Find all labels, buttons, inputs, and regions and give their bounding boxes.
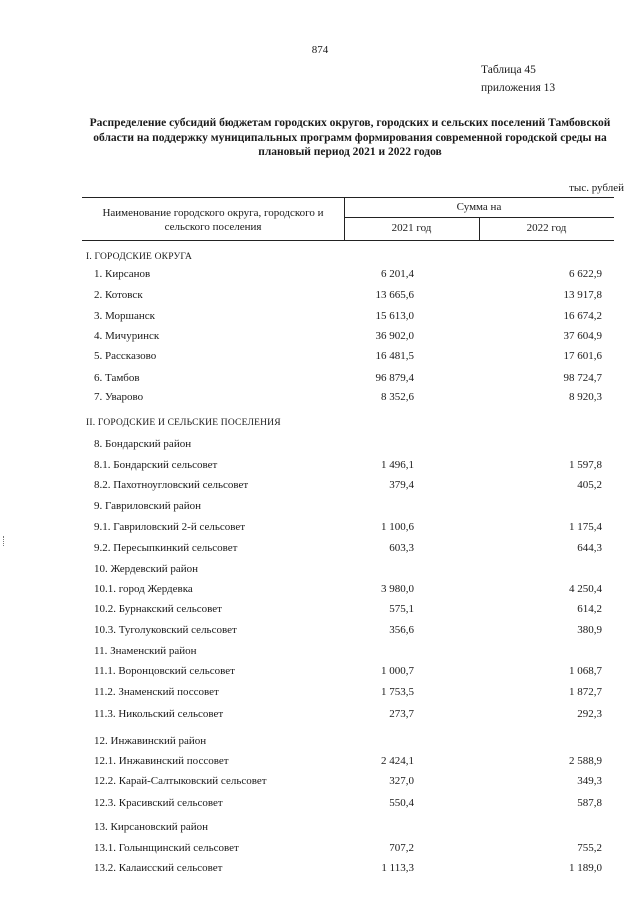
row-value-2022: 2 588,9	[569, 755, 602, 767]
row-value-2022: 8 920,3	[569, 391, 602, 403]
row-value-2021: 575,1	[389, 603, 414, 615]
row-value-2021: 356,6	[389, 624, 414, 636]
row-name: 8. Бондарский район	[94, 438, 192, 450]
table-row	[0, 372, 640, 386]
table-row	[0, 542, 640, 556]
row-value-2021: 16 481,5	[375, 350, 414, 362]
row-value-2021: 273,7	[389, 708, 414, 720]
table-row	[0, 862, 640, 876]
row-value-2021: 379,4	[389, 479, 414, 491]
table-row	[0, 735, 640, 749]
row-name: II. ГОРОДСКИЕ И СЕЛЬСКИЕ ПОСЕЛЕНИЯ	[86, 418, 281, 428]
table-row	[0, 268, 640, 282]
row-value-2022: 380,9	[577, 624, 602, 636]
table-caption: Таблица 45	[481, 64, 536, 76]
table-row	[0, 583, 640, 597]
table-row	[0, 821, 640, 835]
table-row	[0, 251, 640, 265]
table-row	[0, 459, 640, 473]
header-year-2022: 2022 год	[526, 222, 567, 234]
row-name: 12.3. Красивский сельсовет	[94, 797, 223, 809]
row-name: 11.1. Воронцовский сельсовет	[94, 665, 235, 677]
table-row	[0, 665, 640, 679]
table-row	[0, 797, 640, 811]
table-row	[0, 645, 640, 659]
row-value-2021: 603,3	[389, 542, 414, 554]
row-name: I. ГОРОДСКИЕ ОКРУГА	[86, 252, 193, 262]
row-value-2022: 587,8	[577, 797, 602, 809]
row-name: 10.3. Туголуковский сельсовет	[94, 624, 237, 636]
row-name: 11.2. Знаменский поссовет	[94, 686, 219, 698]
row-name: 13. Кирсановский район	[94, 821, 209, 833]
row-name: 8.2. Пахотноугловский сельсовет	[94, 479, 249, 491]
table-row	[0, 842, 640, 856]
appendix-caption: приложения 13	[481, 82, 556, 94]
row-value-2022: 644,3	[577, 542, 602, 554]
table-row	[0, 624, 640, 638]
row-value-2022: 4 250,4	[569, 583, 602, 595]
row-name: 7. Уварово	[94, 391, 144, 403]
table-row	[0, 438, 640, 452]
table-row	[0, 521, 640, 535]
row-value-2021: 15 613,0	[375, 310, 414, 322]
table-row	[0, 310, 640, 324]
row-value-2021: 1 113,3	[381, 862, 414, 874]
row-name: 11. Знаменский район	[94, 645, 197, 657]
row-name: 1. Кирсанов	[94, 268, 151, 280]
table-row	[0, 479, 640, 493]
table-row	[0, 563, 640, 577]
row-value-2021: 327,0	[389, 775, 414, 787]
row-value-2022: 1 068,7	[569, 665, 602, 677]
row-name: 8.1. Бондарский сельсовет	[94, 459, 218, 471]
row-value-2021: 36 902,0	[375, 330, 414, 342]
table-row	[0, 708, 640, 722]
row-name: 2. Котовск	[94, 289, 143, 301]
row-value-2022: 6 622,9	[569, 268, 602, 280]
row-name: 12. Инжавинский район	[94, 735, 207, 747]
row-value-2021: 1 753,5	[381, 686, 414, 698]
row-name: 6. Тамбов	[94, 372, 140, 384]
row-name: 11.3. Никольский сельсовет	[94, 708, 224, 720]
row-value-2022: 1 175,4	[569, 521, 602, 533]
row-value-2022: 292,3	[577, 708, 602, 720]
table-row	[0, 775, 640, 789]
table-row	[0, 755, 640, 769]
row-value-2022: 98 724,7	[563, 372, 602, 384]
page-number: 874	[311, 44, 329, 56]
table-row	[0, 391, 640, 405]
table-row	[0, 417, 640, 431]
row-name: 9.2. Пересыпкинкий сельсовет	[94, 542, 238, 554]
row-value-2021: 6 201,4	[381, 268, 414, 280]
table-row	[0, 686, 640, 700]
header-name-column: Наименование городского округа, городского и сельского поселения	[102, 207, 324, 233]
table-row	[0, 350, 640, 364]
row-name: 5. Рассказово	[94, 350, 157, 362]
row-value-2022: 405,2	[577, 479, 602, 491]
row-value-2021: 3 980,0	[381, 583, 414, 595]
row-value-2022: 614,2	[577, 603, 602, 615]
row-value-2021: 1 100,6	[381, 521, 414, 533]
row-value-2021: 13 665,6	[375, 289, 414, 301]
row-value-2022: 1 597,8	[569, 459, 602, 471]
table-row	[0, 289, 640, 303]
row-value-2021: 550,4	[389, 797, 414, 809]
row-name: 10.2. Бурнакский сельсовет	[94, 603, 222, 615]
row-name: 3. Моршанск	[94, 310, 155, 322]
row-value-2021: 8 352,6	[381, 391, 414, 403]
units-label: тыс. рублей	[569, 182, 624, 194]
row-value-2022: 755,2	[577, 842, 602, 854]
row-name: 13.2. Калаисский сельсовет	[94, 862, 223, 874]
row-value-2022: 37 604,9	[563, 330, 602, 342]
row-name: 10.1. город Жердевка	[94, 583, 193, 595]
row-name: 10. Жердевский район	[94, 563, 199, 575]
document-title: Распределение субсидий бюджетам городских округов, городских и сельских поселений Тамбовской области на поддержку муниципальных программ формирования современной городской среды на плановый период 2021 и 2022 годов	[89, 117, 611, 158]
row-value-2021: 1 496,1	[381, 459, 414, 471]
row-name: 13.1. Голынщинский сельсовет	[94, 842, 239, 854]
row-value-2022: 17 601,6	[563, 350, 602, 362]
row-value-2022: 349,3	[577, 775, 602, 787]
row-value-2022: 1 189,0	[569, 862, 602, 874]
table-row	[0, 603, 640, 617]
row-value-2021: 1 000,7	[381, 665, 414, 677]
row-name: 12.1. Инжавинский поссовет	[94, 755, 229, 767]
row-value-2021: 96 879,4	[375, 372, 414, 384]
table-row	[0, 500, 640, 514]
header-year-2021: 2021 год	[391, 222, 432, 234]
header-sum-column: Сумма на	[456, 201, 502, 213]
row-value-2021: 2 424,1	[381, 755, 414, 767]
row-value-2022: 16 674,2	[563, 310, 602, 322]
row-name: 9. Гавриловский район	[94, 500, 202, 512]
row-value-2021: 707,2	[389, 842, 414, 854]
row-name: 4. Мичуринск	[94, 330, 160, 342]
row-name: 9.1. Гавриловский 2-й сельсовет	[94, 521, 246, 533]
row-name: 12.2. Карай-Салтыковский сельсовет	[94, 775, 267, 787]
table-row	[0, 330, 640, 344]
row-value-2022: 13 917,8	[563, 289, 602, 301]
table-header	[82, 197, 614, 241]
row-value-2022: 1 872,7	[569, 686, 602, 698]
